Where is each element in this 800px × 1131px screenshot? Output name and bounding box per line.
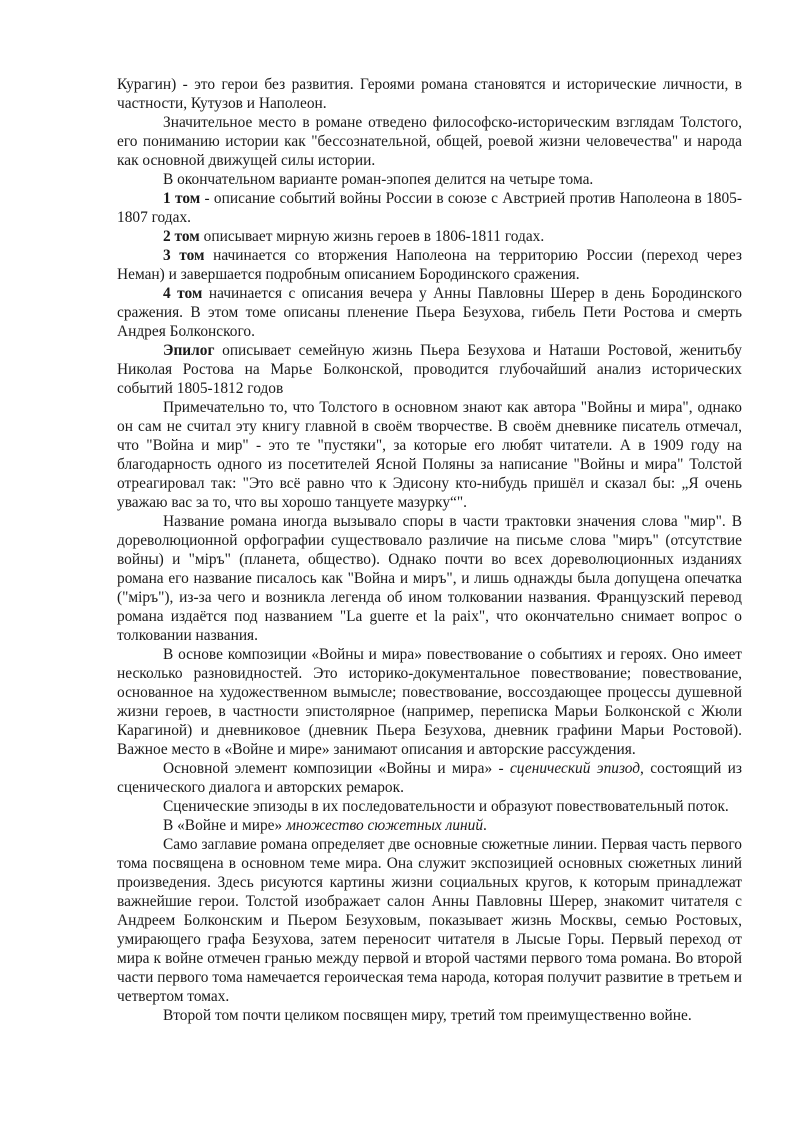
emphasis-term: множество сюжетных линий [286, 817, 484, 834]
paragraph-text: описывает мирную жизнь героев в 1806-1811 годах. [199, 228, 545, 245]
volume-heading: 1 том [163, 190, 201, 207]
paragraph [117, 398, 742, 512]
paragraph [117, 512, 742, 645]
paragraph-text: Название романа иногда вызывало споры в части трактовки значения слова "мир". В дореволюционной орфографии существовало различие на письме слова "миръ" (отсутствие войны) и "мiръ" (планета, общество). Однако почти во всех дореволюционных изданиях романа его название писалось как "Война и миръ", и лишь однажды была допущена опечатка ("мiръ"), из-за чего и возникла легенда об ином толковании названия. Французский перевод романа издаётся под названием "La guerre et la paix", что окончательно снимает вопрос о толковании названия. [117, 513, 742, 644]
paragraph [117, 227, 742, 246]
paragraph [117, 284, 742, 341]
paragraph [117, 341, 742, 398]
paragraph [117, 75, 742, 113]
paragraph [117, 759, 742, 797]
paragraph-text: В «Войне и мире» [163, 817, 287, 834]
paragraph-text: В основе композиции «Войны и мира» повествование о событиях и героях. Оно имеет несколько разновидностей. Это историко-документальное повествование; повествование, основанное на художественном вымысле; повествование, воссоздающее процессы душевной жизни героев, в частности эпистолярное (например, переписка Марьи Болконской с Жюли Карагиной) и дневниковое (дневник Пьера Безухова, дневник графини Марьи Ростовой). Важное место в «Войне и мире» занимают описания и авторские рассуждения. [117, 646, 742, 758]
paragraph-text: Примечательно то, что Толстого в основном знают как автора "Войны и мира", однако он сам не считал эту книгу главной в своём творчестве. В своём дневнике писатель отмечал, что "Война и мир" - это те "пустяки", за которые его любят читатели. А в 1909 году на благодарность одного из посетителей Ясной Поляны за написание "Войны и мира" Толстой отреагировал так: "Это всё равно что к Эдисону кто-нибудь пришёл и сказал бы: „Я очень уважаю вас за то, что вы хорошо танцуете мазурку“". [117, 399, 742, 511]
paragraph-text: начинается с описания вечера у Анны Павловны Шерер в день Бородинского сражения. В этом томе описаны пленение Пьера Безухова, гибель Пети Ростова и смерть Андрея Болконского. [117, 285, 742, 340]
volume-heading: 3 том [163, 247, 205, 264]
paragraph [117, 645, 742, 759]
paragraph-text: Курагин) - это герои без развития. Героями романа становятся и исторические личности, в частности, Кутузов и Наполеон. [117, 76, 742, 112]
paragraph [117, 1006, 742, 1025]
volume-heading: 4 том [163, 285, 203, 302]
volume-heading: 2 том [163, 228, 200, 245]
paragraph-text: Само заглавие романа определяет две основные сюжетные линии. Первая часть первого тома посвящена в основном теме мира. Она служит экспозицией основных сюжетных линий произведения. Здесь рисуются картины жизни социальных кругов, к которым принадлежат важнейшие герои. Толстой изображает салон Анны Павловны Шерер, знакомит читателя с Андреем Болконским и Пьером Безуховым, показывает жизнь Москвы, семью Ростовых, умирающего графа Безухова, затем переносит читателя в Лысые Горы. Первый переход от мира к войне отмечен гранью между первой и второй частями первого тома романа. Во второй части первого тома намечается героическая тема народа, которая получит развитие в третьем и четвертом томах. [117, 836, 742, 1005]
paragraph-text: Значительное место в романе отведено философско-историческим взглядам Толстого, его пониманию истории как "бессознательной, общей, роевой жизни человечества" и народа как основной движущей силы истории. [117, 114, 742, 169]
paragraph-text: , состоящий из сценического диалога и авторских ремарок. [117, 760, 742, 796]
paragraph [117, 797, 742, 816]
emphasis-term: сценический эпизод [509, 760, 641, 777]
paragraph [117, 189, 742, 227]
paragraph-text: Сценические эпизоды в их последовательности и образуют повествовательный поток. [163, 798, 729, 815]
document-page [117, 75, 742, 1025]
paragraph-text: Второй том почти целиком посвящен миру, третий том преимущественно войне. [163, 1007, 692, 1024]
paragraph-text: Основной элемент композиции «Войны и мира» - [163, 760, 510, 777]
epilogue-heading: Эпилог [163, 342, 215, 359]
paragraph [117, 170, 742, 189]
paragraph-text: - описание событий войны России в союзе с Австрией против Наполеона в 1805-1807 годах. [117, 190, 742, 226]
paragraph-text: описывает семейную жизнь Пьера Безухова и Наташи Ростовой, женитьбу Николая Ростова на Марье Болконской, проводится глубочайший анализ исторических событий 1805-1812 годов [117, 342, 742, 397]
paragraph [117, 835, 742, 1006]
paragraph [117, 113, 742, 170]
paragraph [117, 816, 742, 835]
paragraph [117, 246, 742, 284]
paragraph-text: начинается со вторжения Наполеона на территорию России (переход через Неман) и завершается подробным описанием Бородинского сражения. [117, 247, 742, 283]
paragraph-text: В окончательном варианте роман-эпопея делится на четыре тома. [163, 171, 594, 188]
paragraph-text: . [483, 817, 487, 834]
